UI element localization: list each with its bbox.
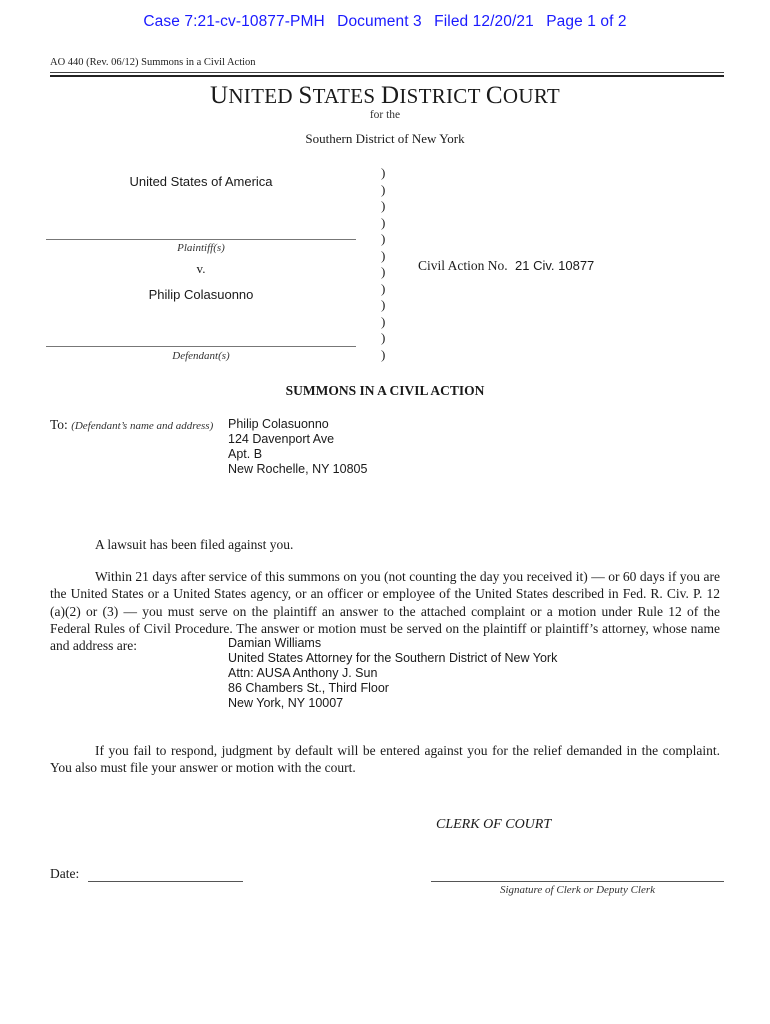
caption-parentheses: ) ) ) ) ) ) ) ) ) ) ) ) bbox=[381, 165, 386, 362]
defendant-name: Philip Colasuonno bbox=[148, 287, 254, 302]
plaintiff-label: Plaintiff(s) bbox=[177, 242, 225, 254]
to-hint: (Defendant’s name and address) bbox=[71, 420, 214, 432]
attorney-line: 86 Chambers St., Third Floor bbox=[228, 681, 389, 695]
address-line: New Rochelle, NY 10805 bbox=[228, 462, 368, 476]
court-title-part-istrict: ISTRICT bbox=[399, 84, 486, 108]
court-title-part-tates: TATES bbox=[312, 84, 381, 108]
case-number: Case 7:21-cv-10877-PMH bbox=[143, 13, 325, 30]
court-title-cap-s: S bbox=[298, 82, 313, 109]
address-line: Philip Colasuonno bbox=[228, 417, 329, 431]
court-title bbox=[0, 82, 770, 110]
paragraph-text: A lawsuit has been filed against you. bbox=[95, 537, 294, 552]
form-number: AO 440 (Rev. 06/12) Summons in a Civil Action bbox=[50, 57, 256, 68]
signature-line bbox=[431, 881, 724, 882]
filed-date: Filed 12/20/21 bbox=[434, 13, 534, 30]
attorney-line: Damian Williams bbox=[228, 636, 322, 650]
clerk-of-court: CLERK OF COURT bbox=[436, 817, 552, 832]
versus-label: v. bbox=[196, 261, 206, 276]
attorney-line: New York, NY 10007 bbox=[228, 696, 344, 710]
address-line: 124 Davenport Ave bbox=[228, 432, 335, 446]
summons-title: SUMMONS IN A CIVIL ACTION bbox=[285, 383, 485, 398]
defendant-line bbox=[46, 346, 356, 347]
address-line: Apt. B bbox=[228, 447, 263, 461]
ecf-header bbox=[0, 13, 770, 31]
header-rule-thin bbox=[50, 72, 724, 73]
paragraph-text: If you fail to respond, judgment by default will be entered against you for the relief demanded in the complaint. You also must file your answer or motion with the court. bbox=[50, 743, 720, 776]
court-title-part-ourt: OURT bbox=[502, 84, 561, 108]
plaintiff-name: United States of America bbox=[129, 174, 273, 189]
court-title-cap-c: C bbox=[485, 82, 503, 109]
attorney-line: United States Attorney for the Southern District of New York bbox=[228, 651, 558, 665]
court-title-cap-u: U bbox=[209, 82, 229, 109]
civil-action bbox=[418, 258, 594, 274]
district-name: Southern District of New York bbox=[305, 131, 465, 146]
paragraph-text: Within 21 days after service of this summons on you (not counting the day you received it) — or 60 days if you are the United States or a United States agency, or an officer or employee of the United States described in Fed. R. Civ. P. 12 (a)(2) or (3) — you must serve on the plaintiff an answer to the attached complaint or a motion under Rule 12 of the Federal Rules of Civil Procedure. The answer or motion must be served on the plaintiff or plaintiff’s attorney, whose name and address are: bbox=[50, 569, 720, 654]
to-label: To: bbox=[50, 417, 68, 432]
for-the-label: for the bbox=[369, 109, 401, 121]
civil-action-number: 21 Civ. 10877 bbox=[515, 258, 595, 273]
attorney-address bbox=[228, 636, 557, 711]
attorney-line: Attn: AUSA Anthony J. Sun bbox=[228, 666, 378, 680]
date-label: Date: bbox=[50, 866, 80, 881]
paragraph-default-judgment bbox=[50, 742, 720, 777]
page-indicator: Page 1 of 2 bbox=[546, 13, 627, 30]
civil-action-label: Civil Action No. bbox=[418, 258, 508, 273]
defendant-address bbox=[228, 417, 367, 477]
court-title-cap-d: D bbox=[380, 82, 400, 109]
date-line bbox=[88, 881, 243, 882]
plaintiff-line bbox=[46, 239, 356, 240]
signature-label: Signature of Clerk or Deputy Clerk bbox=[499, 884, 656, 896]
paragraph-lawsuit-filed bbox=[50, 536, 720, 553]
document-number: Document 3 bbox=[337, 13, 422, 30]
defendant-label: Defendant(s) bbox=[172, 350, 230, 362]
header-rule-thick bbox=[50, 75, 724, 77]
court-title-part-nited: NITED bbox=[228, 84, 299, 108]
to-label-line bbox=[50, 417, 213, 433]
